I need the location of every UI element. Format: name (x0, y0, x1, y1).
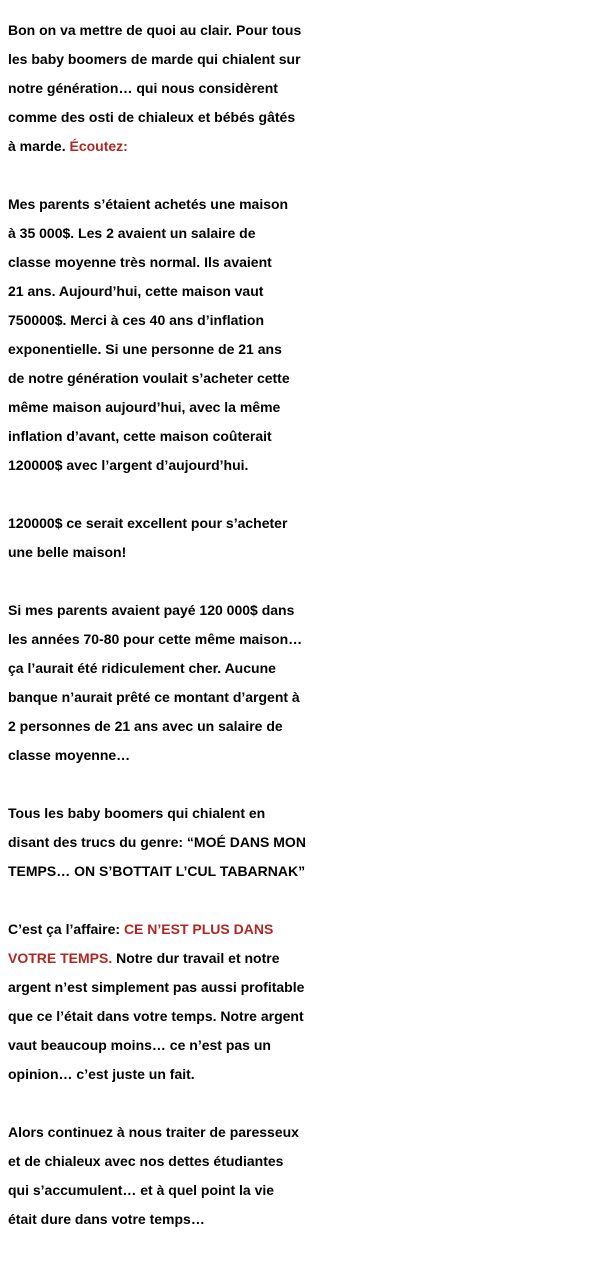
emphasized-text: CE N’EST PLUS DANS (123, 921, 274, 937)
text-line (8, 625, 600, 654)
text-paragraph (8, 509, 600, 567)
text-line (8, 1205, 600, 1234)
text-segment: vaut beaucoup moins… ce n’est pas un (8, 1037, 271, 1053)
text-segment: ça l’aurait été ridiculement cher. Aucune (8, 660, 276, 676)
text-segment: TEMPS… ON S’BOTTAIT L’CUL TABARNAK” (8, 863, 306, 879)
text-line (8, 16, 600, 45)
text-line (8, 1002, 600, 1031)
text-segment: exponentielle. Si une personne de 21 ans (8, 341, 282, 357)
text-paragraph (8, 799, 600, 886)
text-segment: Notre dur travail et notre (112, 950, 280, 966)
text-segment: opinion… c’est juste un fait. (8, 1066, 195, 1082)
emphasized-text: Écoutez: (69, 138, 128, 154)
text-line (8, 857, 600, 886)
text-segment: les baby boomers de marde qui chialent sur (8, 51, 301, 67)
text-segment: et de chialeux avec nos dettes étudiantes (8, 1153, 284, 1169)
text-segment: notre génération… qui nous considèrent (8, 80, 278, 96)
text-segment: 2 personnes de 21 ans avec un salaire de (8, 718, 283, 734)
text-line (8, 596, 600, 625)
text-segment: de notre génération voulait s’acheter cette (8, 370, 290, 386)
text-segment: Tous les baby boomers qui chialent en (8, 805, 266, 821)
text-line (8, 741, 600, 770)
text-paragraph (8, 190, 600, 480)
text-segment: Bon on va mettre de quoi au clair. Pour tous (8, 22, 302, 38)
text-segment: qui s’accumulent… et à quel point la vie (8, 1182, 275, 1198)
text-segment: même maison aujourd’hui, avec la même (8, 399, 281, 415)
text-paragraph (8, 596, 600, 770)
text-line (8, 451, 600, 480)
text-paragraph (8, 1118, 600, 1234)
text-segment: que ce l’était dans votre temps. Notre argent (8, 1008, 304, 1024)
text-segment: classe moyenne… (8, 747, 131, 763)
text-line (8, 132, 600, 161)
text-segment: 120000$ avec l’argent d’aujourd’hui. (8, 457, 249, 473)
text-line (8, 393, 600, 422)
emphasized-text: VOTRE TEMPS. (8, 950, 113, 966)
text-line (8, 219, 600, 248)
text-segment: C’est ça l’affaire: (8, 921, 124, 937)
text-segment: argent n’est simplement pas aussi profitable (8, 979, 305, 995)
text-line (8, 654, 600, 683)
text-line (8, 944, 600, 973)
text-segment: était dure dans votre temps… (8, 1211, 205, 1227)
text-line (8, 915, 600, 944)
text-line (8, 248, 600, 277)
text-line (8, 799, 600, 828)
text-line (8, 364, 600, 393)
text-segment: comme des osti de chialeux et bébés gâtés (8, 109, 296, 125)
text-line (8, 335, 600, 364)
text-segment: banque n’aurait prêté ce montant d’argent à (8, 689, 300, 705)
text-line (8, 103, 600, 132)
text-segment: inflation d’avant, cette maison coûterait (8, 428, 272, 444)
text-line (8, 74, 600, 103)
text-line (8, 1176, 600, 1205)
text-line (8, 712, 600, 741)
text-line (8, 306, 600, 335)
text-segment: Mes parents s’étaient achetés une maison (8, 196, 289, 212)
text-segment: 750000$. Merci à ces 40 ans d’inflation (8, 312, 265, 328)
text-segment: disant des trucs du genre: “MOÉ DANS MON (8, 834, 306, 850)
text-line (8, 1118, 600, 1147)
text-line (8, 190, 600, 219)
text-segment: une belle maison! (8, 544, 127, 560)
text-segment: classe moyenne très normal. Ils avaient (8, 254, 272, 270)
text-segment: Si mes parents avaient payé 120 000$ dans (8, 602, 295, 618)
text-line (8, 538, 600, 567)
text-line (8, 828, 600, 857)
text-segment: à marde. (8, 138, 70, 154)
text-line (8, 973, 600, 1002)
text-paragraph (8, 16, 600, 161)
text-line (8, 509, 600, 538)
text-line (8, 45, 600, 74)
text-segment: les années 70-80 pour cette même maison… (8, 631, 303, 647)
text-line (8, 1147, 600, 1176)
text-segment: Alors continuez à nous traiter de paresseux (8, 1124, 299, 1140)
text-line (8, 1060, 600, 1089)
text-line (8, 277, 600, 306)
text-line (8, 422, 600, 451)
text-paragraph (8, 915, 600, 1089)
text-line (8, 683, 600, 712)
text-segment: à 35 000$. Les 2 avaient un salaire de (8, 225, 256, 241)
text-segment: 21 ans. Aujourd’hui, cette maison vaut (8, 283, 264, 299)
text-segment: 120000$ ce serait excellent pour s’acheter (8, 515, 288, 531)
text-line (8, 1031, 600, 1060)
